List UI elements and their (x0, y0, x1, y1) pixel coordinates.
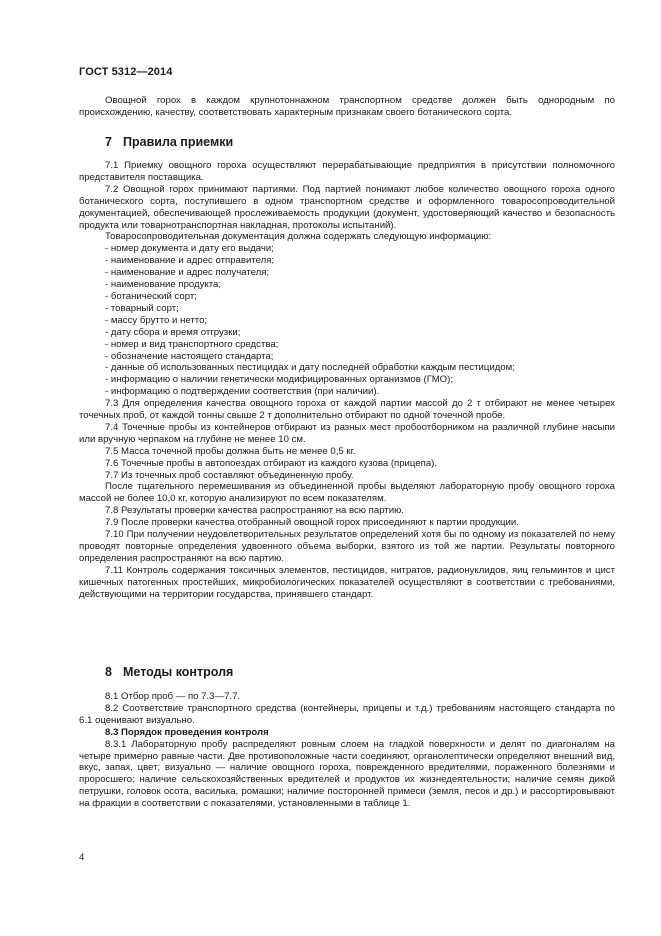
intro-paragraph: Овощной горох в каждом крупнотоннажном транспортном средстве должен быть однородным по происхождению, качеству, соответствовать характерным признакам своего ботанического сорта. (79, 95, 615, 118)
list-item: - данные об использованных пестицидах и дату последней обработки каждым пестицидом; (105, 362, 515, 374)
paragraph-7-1: 7.1 Приемку овощного гороха осуществляют перерабатывающие предприятия в присутствии полномочного представителя поставщика. (79, 160, 615, 183)
paragraph-7-5: 7.5 Масса точечной пробы должна быть не менее 0,5 кг. (105, 445, 356, 457)
paragraph-7-11: 7.11 Контроль содержания токсичных элементов, пестицидов, нитратов, радионуклидов, яиц гельминтов и цист кишечных патогенных простейших, микробиологических показателей осуществляют в соответствии с требованиями, действующими на территории государства, принявшего стандарт. (79, 564, 615, 600)
paragraph-7-8: 7.8 Результаты проверки качества распространяют на всю партию. (105, 505, 404, 517)
section-7-title: Правила приемки (123, 135, 234, 149)
paragraph-7-3: 7.3 Для определения качества овощного гороха от каждой партии массой до 2 т отбирают не менее четырех точечных проб, от каждой тонны свыше 2 т дополнительно отбирают по одной точечной пробе. (79, 398, 615, 422)
list-item: - обозначение настоящего стандарта; (105, 350, 274, 362)
section-8 (79, 665, 615, 680)
section-7-heading (79, 135, 615, 150)
section-8-body (79, 691, 615, 810)
list-item: - информацию о подтверждении соответствия (при наличии). (105, 386, 380, 398)
list-item: - номер и вид транспортного средства; (105, 338, 279, 350)
paragraph-7-7-continued: После тщательного перемешивания из объединенной пробы выделяют лабораторную пробу овощного гороха массой не более 10,0 кг, которую анализируют по всем показателям. (79, 481, 615, 505)
section-8-title: Методы контроля (123, 665, 234, 679)
paragraph-7-4: 7.4 Точечные пробы из контейнеров отбирают из разных мест пробоотборником на различной глубине насыпи или вручную черпаком на глубине не менее 10 см. (79, 421, 615, 445)
list-item: - наименование продукта; (105, 279, 222, 291)
list-item: - дату сбора и время отгрузки; (105, 326, 241, 338)
section-7-body (79, 160, 615, 601)
paragraph-7-10: 7.10 При получении неудовлетворительных результатов определений хотя бы по одному из показателей по нему проводят повторные определения удвоенного объема выборки, взятого из той же партии. Результаты повторного определения распространяют на всю партию. (79, 529, 615, 564)
document-header: ГОСТ 5312—2014 (79, 66, 173, 78)
list-item: - наименование и адрес отправителя; (105, 255, 275, 267)
section-8-number: 8 (105, 665, 112, 679)
paragraph-8-2: 8.2 Соответствие транспортного средства (контейнеры, прицепы и т.д.) требованиям настоящего стандарта по 6.1 оценивают визуально. (79, 702, 615, 726)
section-7 (79, 135, 615, 150)
paragraph-8-3-1: 8.3.1 Лабораторную пробу распределяют ровным слоем на гладкой поверхности и делят по диагоналям на четыре примерно равные части. Две противоположные части соединяют, органолептически определяют внешний вид, вкус, запах, цвет; визуально — наличие овощного гороха, поврежденного вредителями, пораженного болезнями и проросшего; наличие сельскохозяйственных вредителей и продуктов их жизнедеятельности; наличие семян дикой петрушки, головок осота, василька, ромашки; наличие посторонней примеси (земля, песок и др.) и рассортировывают на фракции в соответствии с показателями, установленными в таблице 1. (79, 738, 615, 810)
list-item: - товарный сорт; (105, 302, 179, 314)
paragraph-7-2: 7.2 Овощной горох принимают партиями. Под партией понимают любое количество овощного гороха одного ботанического сорта, поступившего в одном транспортном средстве и оформленного товаросопроводительной документацией, обеспечивающей прослеживаемость продукции (документ, удостоверяющий качество и безопасность продукта или товарнотранспортная накладная, протоколы испытаний). (79, 183, 615, 231)
section-8-heading (79, 665, 615, 680)
paragraph-7-7: 7.7 Из точечных проб составляют объединенную пробу. (105, 469, 354, 481)
paragraph-7-6: 7.6 Точечные пробы в автопоездах отбирают из каждого кузова (прицепа). (105, 457, 438, 469)
list-item: - информацию о наличии генетически модифицированных организмов (ГМО); (105, 374, 454, 386)
intro-block (79, 95, 615, 119)
section-7-number: 7 (105, 135, 112, 149)
list-item: - массу брутто и нетто; (105, 314, 208, 326)
paragraph-7-9: 7.9 После проверки качества отобранный овощной горох присоединяют к партии продукции. (105, 517, 519, 529)
subsection-8-3-heading: 8.3 Порядок проведения контроля (105, 726, 269, 738)
list-item: - ботанический сорт; (105, 290, 197, 302)
list-item: - номер документа и дату его выдачи; (105, 243, 274, 255)
paragraph-8-1: 8.1 Отбор проб — по 7.3—7.7. (105, 691, 241, 702)
list-item: - наименование и адрес получателя; (105, 267, 270, 279)
docs-intro: Товаросопроводительная документация должна содержать следующую информацию: (105, 231, 492, 243)
page-number: 4 (79, 852, 85, 863)
